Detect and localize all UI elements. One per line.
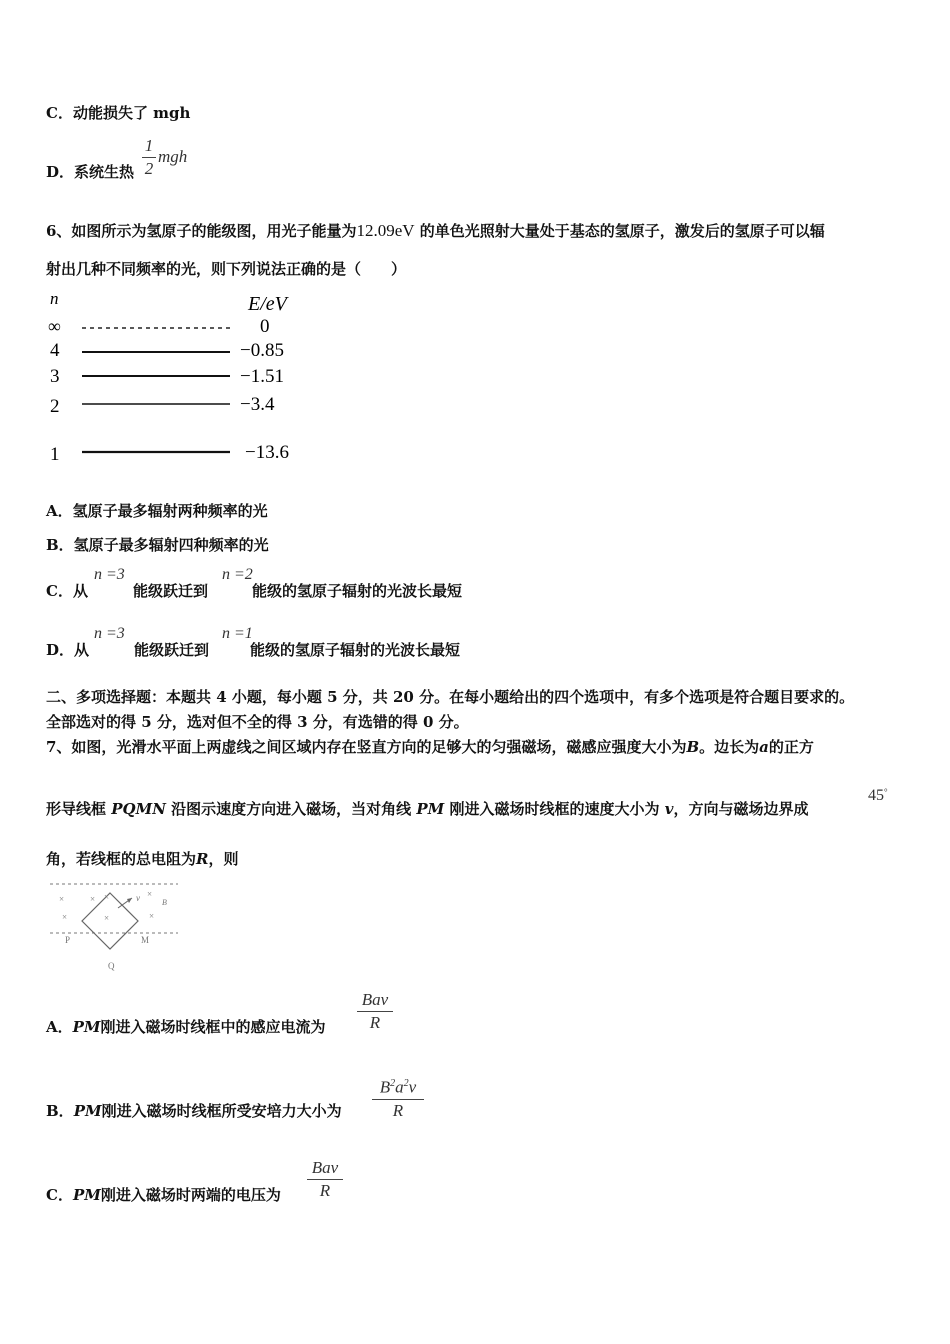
q7-text: 沿图示速度方向进入磁场，当对角线 — [171, 800, 412, 818]
field-cross: × — [104, 892, 110, 902]
field-cross: × — [147, 889, 153, 899]
level-n-3: 3 — [50, 366, 60, 387]
level-e-inf: 0 — [260, 316, 270, 337]
energy-level-diagram — [40, 284, 320, 474]
level-n-4: 4 — [50, 340, 60, 361]
q7-stem-line3 — [46, 848, 239, 869]
q6-option-b: B．氢原子最多辐射四种频率的光 — [46, 536, 269, 554]
q6-option-c-n1: n =3 — [94, 566, 125, 583]
level-n-inf: ∞ — [48, 316, 61, 336]
field-cross: × — [62, 912, 68, 922]
option-label: B． — [46, 1102, 74, 1120]
option-text: 刚进入磁场时两端的电压为 — [100, 1186, 281, 1204]
q7-stem-line2 — [46, 798, 809, 819]
fraction-denominator: 2 — [144, 159, 154, 178]
q7-angle: 45° — [868, 787, 888, 804]
q6-option-d-suffix: 能级的氢原子辐射的光波长最短 — [250, 641, 461, 659]
field-label: B — [162, 898, 167, 907]
q6-option-c-n2: n =2 — [222, 566, 253, 583]
n-axis-label: n — [50, 289, 59, 308]
q7-var-r: R — [196, 850, 209, 868]
q7-option-c — [46, 1184, 281, 1205]
field-cross: × — [59, 894, 65, 904]
q5-option-d — [46, 161, 134, 182]
fraction-numerator: $B^2a^2v$ — [379, 1077, 417, 1097]
q5-option-d-fraction — [142, 136, 156, 179]
q6-stem-suffix: 的单色光照射大量处于基态的氢原子，激发后的氢原子可以辐 — [419, 222, 825, 240]
q7-var-v: v — [664, 800, 674, 818]
q7-text: ，则 — [208, 850, 239, 868]
option-text: 刚进入磁场时线框所受安培力大小为 — [101, 1102, 342, 1120]
q7-option-a — [46, 1016, 326, 1037]
fraction-denominator: R — [319, 1181, 331, 1200]
q7-text: 形导线框 — [46, 800, 107, 818]
q6-stem-line1 — [46, 220, 825, 241]
level-e-4: −0.85 — [240, 340, 284, 361]
q7-text: ，方向与磁场边界成 — [673, 800, 809, 818]
option-label: C． — [46, 1186, 73, 1204]
q7-var-pm: PM — [416, 800, 445, 818]
q7-text: 的正方 — [768, 738, 814, 756]
energy-axis-label: E/eV — [248, 293, 287, 315]
q7-option-b — [46, 1100, 342, 1121]
vertex-m-label: M — [141, 935, 150, 945]
q6-option-d-prefix: D．从 — [46, 641, 90, 659]
q6-option-d-n2: n =1 — [222, 625, 253, 642]
section2-line1: 二、多项选择题：本题共 4 小题，每小题 5 分，共 20 分。在每小题给出的四个选项中，有多个选项是符合题目要求的。 — [46, 688, 855, 706]
q6-stem-prefix: 6、如图所示为氢原子的能级图，用光子能量为 — [46, 222, 357, 240]
level-n-1: 1 — [50, 444, 60, 465]
level-n-2: 2 — [50, 396, 60, 417]
q6-option-c-suffix: 能级的氢原子辐射的光波长最短 — [251, 582, 462, 600]
fraction-numerator: Bav — [361, 990, 389, 1009]
q7-text: 7、如图，光滑水平面上两虚线之间区域内存在竖直方向的足够大的匀强磁场，磁感应强度大小为 — [46, 738, 687, 756]
q7-var-b: B — [686, 738, 700, 756]
q6-option-c-mid: 能级跃迁到 — [132, 582, 208, 600]
fraction-denominator: R — [392, 1100, 404, 1120]
q5-option-d-prefix: D．系统生热 — [46, 163, 135, 181]
section2-line2: 全部选对的得 5 分，选对但不全的得 3 分，有选错的得 0 分。 — [46, 713, 469, 731]
vertex-q-label: Q — [108, 961, 115, 971]
q5-option-c: C．动能损失了 mgh — [46, 104, 191, 122]
q7-text: 刚进入磁场时线框的速度大小为 — [449, 800, 660, 818]
q7-var-pqmn: PQMN — [111, 800, 166, 818]
q7-magnetic-field-figure — [48, 878, 183, 973]
option-text: 刚进入磁场时线框中的感应电流为 — [100, 1018, 326, 1036]
q6-option-c-prefix: C．从 — [46, 582, 88, 600]
q6-option-d-mid: 能级跃迁到 — [134, 641, 210, 659]
q7-text: 角，若线框的总电阻为 — [46, 850, 197, 868]
q5-option-d-expr: mgh — [158, 147, 188, 166]
q7-var-pm: PM — [72, 1018, 101, 1036]
level-e-2: −3.4 — [240, 394, 275, 415]
field-cross: × — [149, 911, 155, 921]
option-label: A． — [46, 1018, 73, 1036]
q7-option-b-fraction — [372, 1074, 424, 1121]
q6-stem-line2: 射出几种不同频率的光，则下列说法正确的是（ ） — [46, 260, 407, 278]
q6-stem-energy: 12.09eV — [356, 221, 415, 240]
level-e-3: −1.51 — [240, 366, 284, 387]
q7-var-pm: PM — [73, 1102, 102, 1120]
field-cross: × — [90, 894, 96, 904]
fraction-numerator: Bav — [311, 1158, 339, 1177]
q7-option-c-fraction — [307, 1158, 343, 1201]
fraction-numerator: 1 — [144, 136, 154, 155]
velocity-arrow-head — [127, 898, 132, 903]
q6-option-a: A．氢原子最多辐射两种频率的光 — [46, 502, 268, 520]
fraction-denominator: R — [369, 1013, 381, 1032]
vertex-p-label: P — [65, 935, 71, 945]
q7-option-a-fraction — [357, 990, 393, 1033]
q7-text: 。边长为 — [699, 738, 760, 756]
velocity-label: v — [136, 893, 140, 903]
level-e-1: −13.6 — [245, 442, 289, 463]
q7-stem-line1 — [46, 736, 814, 757]
q7-var-pm: PM — [72, 1186, 101, 1204]
q6-option-d-n1: n =3 — [94, 625, 125, 642]
field-cross: × — [104, 913, 110, 923]
q7-var-a: a — [759, 738, 769, 756]
